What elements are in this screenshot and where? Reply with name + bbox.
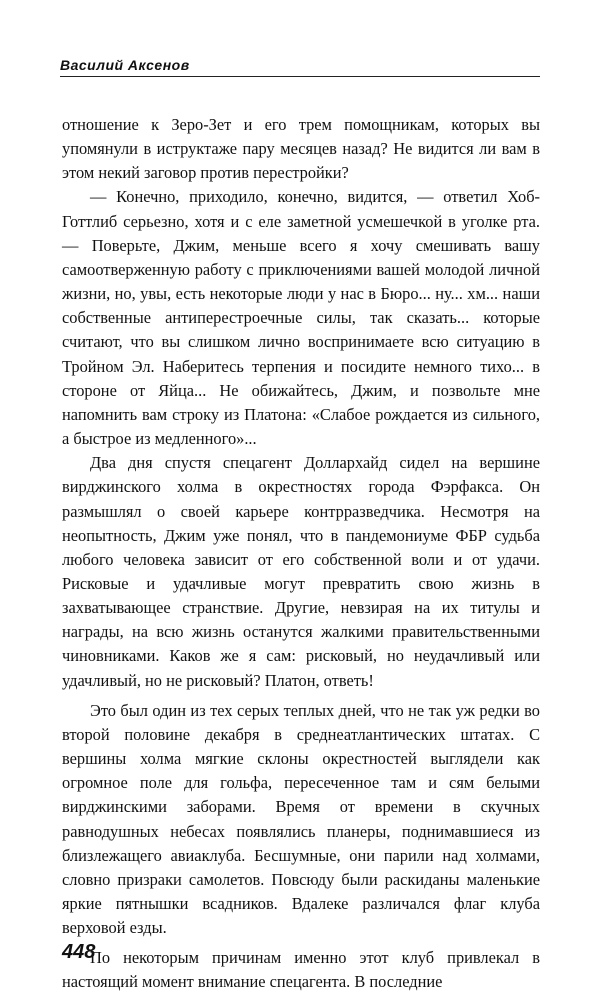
paragraph: По некоторым причинам именно этот клуб привлекал в настоящий момент внимание спецагента. В последние <box>62 948 540 992</box>
paragraph: отношение к Зеро-Зет и его трем помощникам, которых вы упомянули в иструктаже пару месяцев назад? Не видится ли вам в этом некий заговор против перестройки? <box>62 115 540 183</box>
paragraph: Это был один из тех серых теплых дней, что не так уж редки во второй половине декабря в среднеатлантических штатах. С вершины холма мягкие склоны окрестностей выглядели как огромное поле для гольфа, пересеченное там и сям белыми вирджинскими заборами. Время от времени в скучных равнодушных небесах появлялись планеры, поднимавшиеся из близлежащего авиаклуба. Бесшумные, они парили над холмами, словно призраки самолетов. Повсюду были раскиданы маленькие яркие пятнышки всадников. Вдалеке различался флаг клуба верховой езды. <box>62 700 540 938</box>
paragraph: Два дня спустя спецагент Доллархайд сидел на вершине вирджинского холма в окрестностях города Фэрфакса. Он размышлял о своей карьере контрразведчика. Несмотря на неопытность, Джим уже понял, что в пандемониуме ФБР судьба любого человека зависит от его собственной воли и от удачи. Рисковые и удачливые могут превратить свою жизнь в захватывающее странствие. Другие, невзирая на их титулы и награды, на всю жизнь останутся жалкими правительственными чиновниками. Каков же я сам: рисковый, но неудачливый или удачливый, но не рисковый? Платон, ответь! <box>62 453 540 690</box>
page-number: 448 <box>62 941 96 963</box>
body-text <box>62 113 540 995</box>
running-header <box>60 52 540 77</box>
header-author: Василий Аксенов <box>60 57 190 73</box>
paragraph: — Конечно, приходило, конечно, видится, — ответил Хоб-Готтлиб серьезно, хотя и с еле заметной усмешечкой в уголке рта. — Поверьте, Джим, меньше всего я хочу смешивать вашу самоотверженную работу с приключениями вашей молодой личной жизни, но, увы, есть некоторые люди у нас в Бюро... ну... хм... наши собственные антиперестроечные силы, так сказать... которые считают, что вы слишком лично воспринимаете всю ситуацию в Тройном Эл. Наберитесь терпения и посидите немного тихо... в стороне от Яйца... Не обижайтесь, Джим, и позвольте мне напомнить вам строку из Платона: «Слабое рождается из сильного, а быстрое из медленного»... <box>62 187 540 449</box>
